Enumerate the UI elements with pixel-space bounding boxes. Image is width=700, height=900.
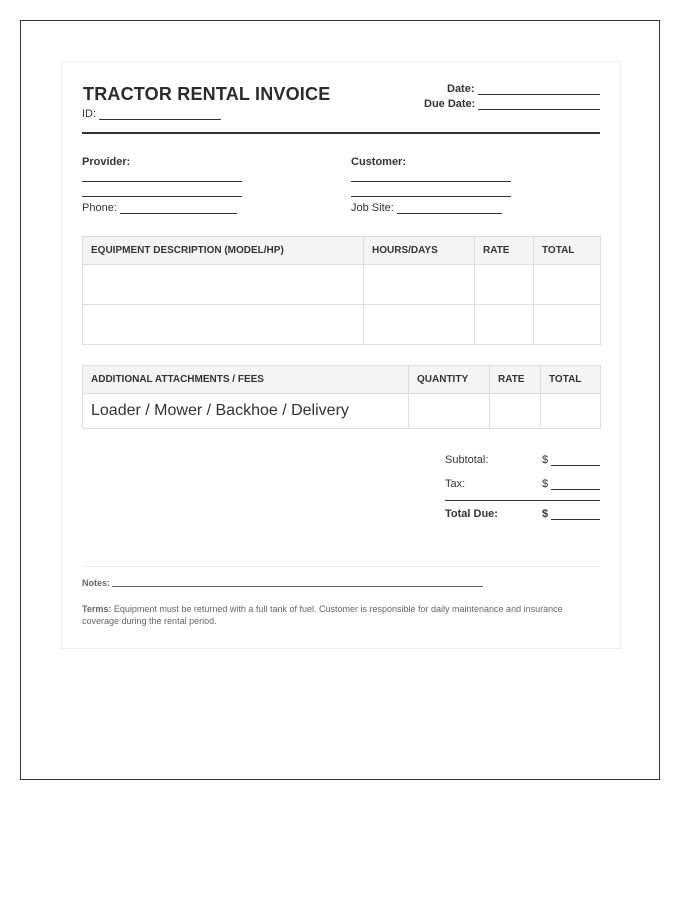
total-due-field[interactable]	[551, 519, 600, 520]
table-row	[83, 265, 601, 305]
subtotal-label: Subtotal:	[445, 454, 489, 466]
header-divider	[82, 132, 600, 134]
id-label: ID:	[82, 108, 97, 120]
rate-cell[interactable]	[475, 265, 534, 305]
invoice-title: TRACTOR RENTAL INVOICE	[83, 84, 331, 104]
provider-label: Provider:	[82, 156, 131, 168]
subtotal-field[interactable]	[551, 465, 600, 466]
hours-cell[interactable]	[364, 305, 475, 345]
job-site-field[interactable]	[397, 213, 502, 214]
customer-line-2[interactable]	[351, 196, 511, 197]
tax-label: Tax:	[445, 478, 466, 490]
date-field[interactable]	[478, 94, 600, 95]
hours-days-header: HOURS/DAYS	[364, 237, 475, 265]
notes-field[interactable]	[112, 586, 483, 587]
total-due-currency: $	[542, 508, 549, 520]
notes-label: Notes:	[82, 578, 111, 588]
total-due-label: Total Due:	[445, 508, 498, 520]
id-field[interactable]	[99, 119, 221, 120]
table-row	[83, 305, 601, 345]
footer-divider	[82, 566, 600, 567]
equipment-cell[interactable]	[83, 305, 364, 345]
quantity-header: QUANTITY	[409, 366, 490, 394]
fees-table	[82, 365, 601, 429]
total-cell[interactable]	[534, 265, 601, 305]
total-header: TOTAL	[541, 366, 601, 394]
phone-label: Phone:	[82, 202, 117, 214]
customer-line-1[interactable]	[351, 181, 511, 182]
rate-cell[interactable]	[475, 305, 534, 345]
attachment-cell[interactable]: Loader / Mower / Backhoe / Delivery	[83, 394, 409, 429]
fees-header-row	[83, 366, 601, 394]
due-date-field[interactable]	[478, 109, 600, 110]
total-cell[interactable]	[541, 394, 601, 429]
rate-cell[interactable]	[490, 394, 541, 429]
total-cell[interactable]	[534, 305, 601, 345]
equipment-cell[interactable]	[83, 265, 364, 305]
equipment-header-row	[83, 237, 601, 265]
tax-currency: $	[542, 478, 549, 490]
phone-field[interactable]	[120, 213, 237, 214]
customer-label: Customer:	[351, 156, 407, 168]
provider-line-1[interactable]	[82, 181, 242, 182]
equipment-table	[82, 236, 601, 345]
rate-header: RATE	[475, 237, 534, 265]
terms-block	[82, 603, 582, 627]
subtotal-currency: $	[542, 454, 549, 466]
terms-text: Equipment must be returned with a full tank of fuel. Customer is responsible for daily maintenance and insurance coverage during the rental period.	[82, 604, 563, 626]
totals-divider	[445, 500, 600, 501]
table-row	[83, 394, 601, 429]
equipment-description-header: EQUIPMENT DESCRIPTION (MODEL/HP)	[83, 237, 364, 265]
terms-label: Terms:	[82, 604, 112, 614]
provider-line-2[interactable]	[82, 196, 242, 197]
due-date-label: Due Date:	[424, 98, 476, 110]
quantity-cell[interactable]	[409, 394, 490, 429]
tax-field[interactable]	[551, 489, 600, 490]
total-header: TOTAL	[534, 237, 601, 265]
attachments-fees-header: ADDITIONAL ATTACHMENTS / FEES	[83, 366, 409, 394]
invoice-card	[61, 61, 621, 649]
job-site-label: Job Site:	[351, 202, 394, 214]
hours-cell[interactable]	[364, 265, 475, 305]
rate-header: RATE	[490, 366, 541, 394]
date-label: Date:	[447, 83, 475, 95]
